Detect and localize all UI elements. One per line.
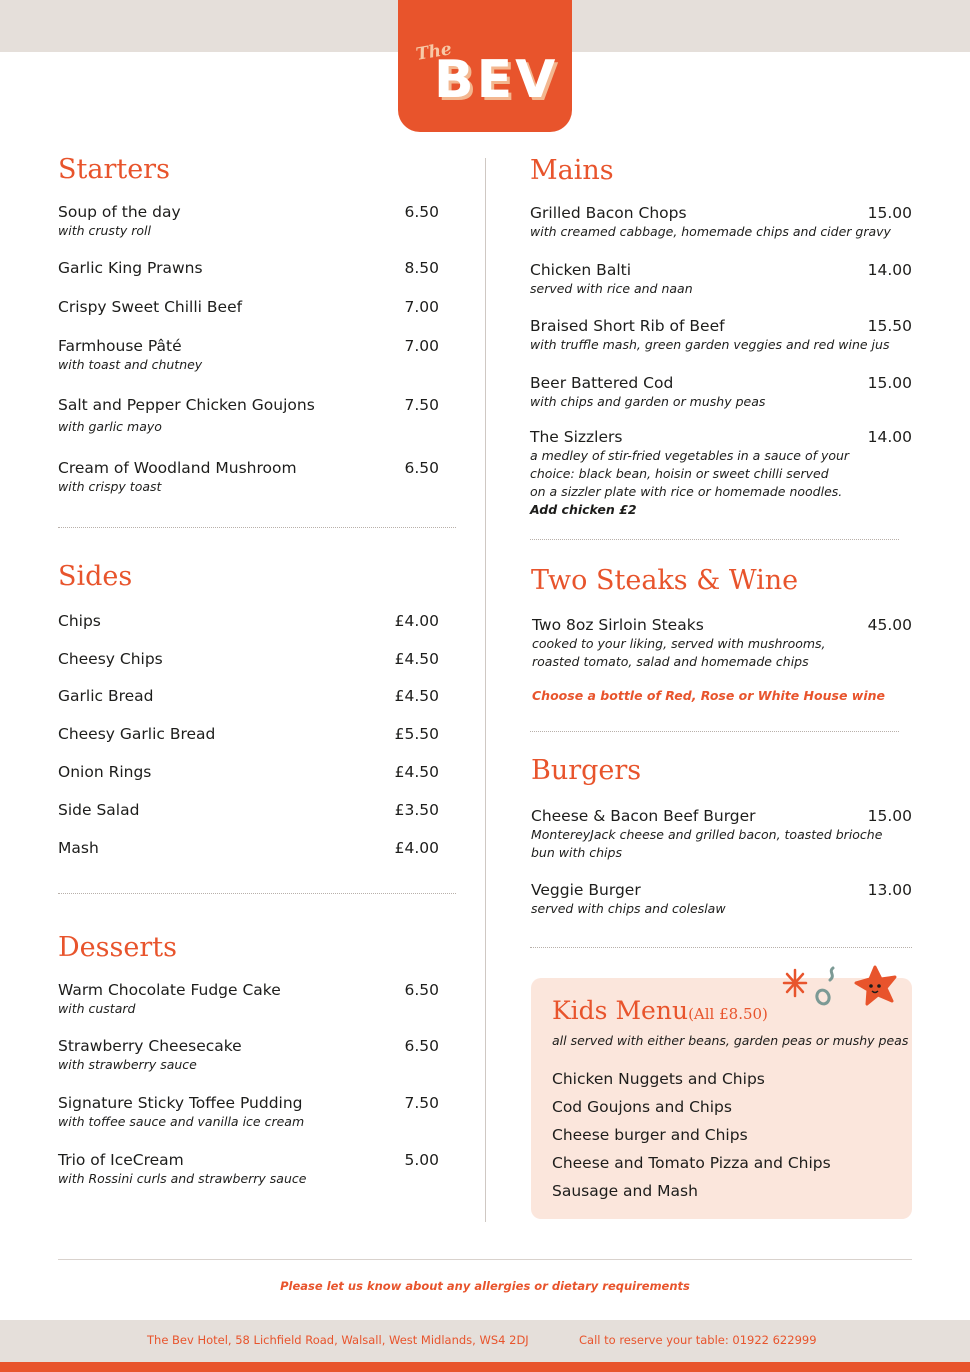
item-price: 15.00 (867, 374, 912, 392)
menu-item (530, 203, 891, 241)
item-price: 15.00 (867, 807, 912, 825)
item-desc: with Rossini curls and strawberry sauce (58, 1171, 307, 1186)
item-name: Veggie Burger (531, 881, 641, 899)
desserts-heading: Desserts (58, 932, 177, 963)
item-desc: with truffle mash, green garden veggies and red wine jus (530, 337, 890, 352)
item-name: Soup of the day (58, 203, 181, 221)
item-desc: cooked to your liking, served with mushrooms, (532, 636, 826, 651)
item-name: The Sizzlers (530, 428, 623, 446)
menu-item (58, 258, 203, 278)
item-price: £4.50 (394, 687, 439, 705)
item-desc: on a sizzler plate with rice or homemade noodles. (530, 484, 843, 499)
logo (398, 0, 572, 132)
menu-item (58, 1150, 306, 1188)
item-name: Salt and Pepper Chicken Goujons (58, 396, 315, 414)
item-name: Chips (58, 612, 101, 630)
kids-item: Chicken Nuggets and Chips (552, 1070, 765, 1088)
footer-address: The Bev Hotel, 58 Lichfield Road, Walsall, West Midlands, WS4 2DJ (147, 1333, 529, 1347)
footer-rule (58, 1259, 912, 1260)
item-price: 7.50 (404, 1094, 439, 1112)
kids-item: Cheese and Tomato Pizza and Chips (552, 1154, 831, 1172)
menu-item (58, 649, 163, 669)
menu-item (58, 336, 202, 374)
menu-item (58, 980, 281, 1018)
kids-item: Cod Goujons and Chips (552, 1098, 732, 1116)
item-name: Mash (58, 839, 99, 857)
menu-item (58, 1036, 242, 1074)
section-divider (530, 731, 899, 732)
item-extra: Add chicken £2 (530, 502, 637, 517)
menu-item (530, 373, 765, 411)
menu-item (530, 316, 889, 354)
squiggle-icon (815, 968, 833, 1006)
item-price: 5.00 (404, 1151, 439, 1169)
item-price: £3.50 (394, 801, 439, 819)
item-name: Trio of IceCream (58, 1151, 184, 1169)
item-name: Grilled Bacon Chops (530, 204, 687, 222)
item-name: Cream of Woodland Mushroom (58, 459, 297, 477)
item-price: 45.00 (867, 616, 912, 634)
footer-phone: Call to reserve your table: 01922 622999 (579, 1333, 817, 1347)
menu-item (530, 260, 693, 298)
steaks-heading: Two Steaks & Wine (531, 565, 799, 596)
menu-item (58, 1093, 304, 1131)
menu-item (58, 686, 153, 706)
kids-subtitle: all served with either beans, garden peas or mushy peas (552, 1033, 909, 1048)
item-name: Cheesy Chips (58, 650, 163, 668)
menu-item (58, 800, 139, 820)
kids-price-note: (All £8.50) (688, 1005, 768, 1023)
item-name: Farmhouse Pâté (58, 337, 182, 355)
item-desc: choice: black bean, hoisin or sweet chilli served (530, 466, 829, 481)
item-name: Cheese & Bacon Beef Burger (531, 807, 756, 825)
item-name: Side Salad (58, 801, 140, 819)
kids-item: Sausage and Mash (552, 1182, 698, 1200)
item-price: 15.50 (867, 317, 912, 335)
item-desc: with strawberry sauce (58, 1057, 197, 1072)
item-price: £4.50 (394, 650, 439, 668)
item-price: 15.00 (867, 204, 912, 222)
item-desc: with crispy toast (58, 479, 162, 494)
item-price: £4.00 (394, 839, 439, 857)
mains-heading: Mains (530, 155, 614, 186)
menu-item (531, 806, 882, 862)
item-name: Onion Rings (58, 763, 152, 781)
item-price: £4.00 (394, 612, 439, 630)
item-price: 13.00 (867, 881, 912, 899)
item-desc: with crusty roll (58, 223, 151, 238)
item-price: 7.00 (404, 337, 439, 355)
section-divider (58, 893, 456, 894)
item-price: 14.00 (867, 428, 912, 446)
menu-item (58, 297, 242, 317)
item-price: 6.50 (404, 1037, 439, 1055)
wine-note: Choose a bottle of Red, Rose or White House wine (532, 688, 885, 703)
item-name: Signature Sticky Toffee Pudding (58, 1094, 303, 1112)
item-name: Beer Battered Cod (530, 374, 674, 392)
menu-item (532, 615, 826, 671)
item-desc: with custard (58, 1001, 136, 1016)
item-price: £5.50 (394, 725, 439, 743)
footer-accent-bar (0, 1362, 970, 1372)
kids-heading (552, 996, 768, 1025)
item-price: £4.50 (394, 763, 439, 781)
item-name: Garlic Bread (58, 687, 154, 705)
starfish-icon (856, 967, 895, 1004)
item-price: 7.50 (404, 396, 439, 414)
item-price: 7.00 (404, 298, 439, 316)
item-desc: a medley of stir-fried vegetables in a sauce of your (530, 448, 850, 463)
menu-item (530, 427, 849, 519)
item-name: Braised Short Rib of Beef (530, 317, 725, 335)
item-name: Crispy Sweet Chilli Beef (58, 298, 243, 316)
sparkle-icon (784, 970, 806, 996)
item-price: 14.00 (867, 261, 912, 279)
item-name: Cheesy Garlic Bread (58, 725, 216, 743)
menu-item (58, 395, 315, 436)
kids-heading-text: Kids Menu (552, 996, 689, 1025)
item-desc: served with rice and naan (530, 281, 693, 296)
starters-heading: Starters (58, 154, 170, 185)
item-desc: with toffee sauce and vanilla ice cream (58, 1114, 305, 1129)
burgers-heading: Burgers (531, 755, 642, 786)
item-desc: MontereyJack cheese and grilled bacon, toasted brioche (531, 827, 883, 842)
item-desc: bun with chips (531, 845, 622, 860)
item-price: 8.50 (404, 259, 439, 277)
menu-item (58, 762, 151, 782)
menu-item (58, 611, 101, 631)
item-price: 6.50 (404, 203, 439, 221)
item-desc: with toast and chutney (58, 357, 203, 372)
menu-item (58, 724, 215, 744)
item-price: 6.50 (404, 981, 439, 999)
menu-item (58, 458, 297, 496)
section-divider (58, 527, 456, 528)
item-desc: with creamed cabbage, homemade chips and cider gravy (530, 224, 891, 239)
item-desc: with chips and garden or mushy peas (530, 394, 766, 409)
sides-heading: Sides (58, 561, 133, 592)
section-divider (530, 947, 912, 948)
item-name: Strawberry Cheesecake (58, 1037, 242, 1055)
item-desc: with garlic mayo (58, 419, 162, 434)
column-divider (485, 158, 486, 1222)
item-name: Warm Chocolate Fudge Cake (58, 981, 281, 999)
item-price: 6.50 (404, 459, 439, 477)
item-name: Chicken Balti (530, 261, 632, 279)
menu-item (58, 202, 181, 240)
section-divider (530, 539, 899, 540)
logo-name: BEV (434, 50, 559, 110)
item-name: Two 8oz Sirloin Steaks (532, 616, 704, 634)
item-desc: served with chips and coleslaw (531, 901, 726, 916)
logo-the-text: The (414, 39, 454, 65)
kids-decoration-icon (778, 962, 908, 1012)
menu-item (531, 880, 726, 918)
kids-item: Cheese burger and Chips (552, 1126, 748, 1144)
item-desc: roasted tomato, salad and homemade chips (532, 654, 809, 669)
menu-item (58, 838, 99, 858)
item-name: Garlic King Prawns (58, 259, 203, 277)
allergy-notice: Please let us know about any allergies or dietary requirements (280, 1279, 690, 1293)
